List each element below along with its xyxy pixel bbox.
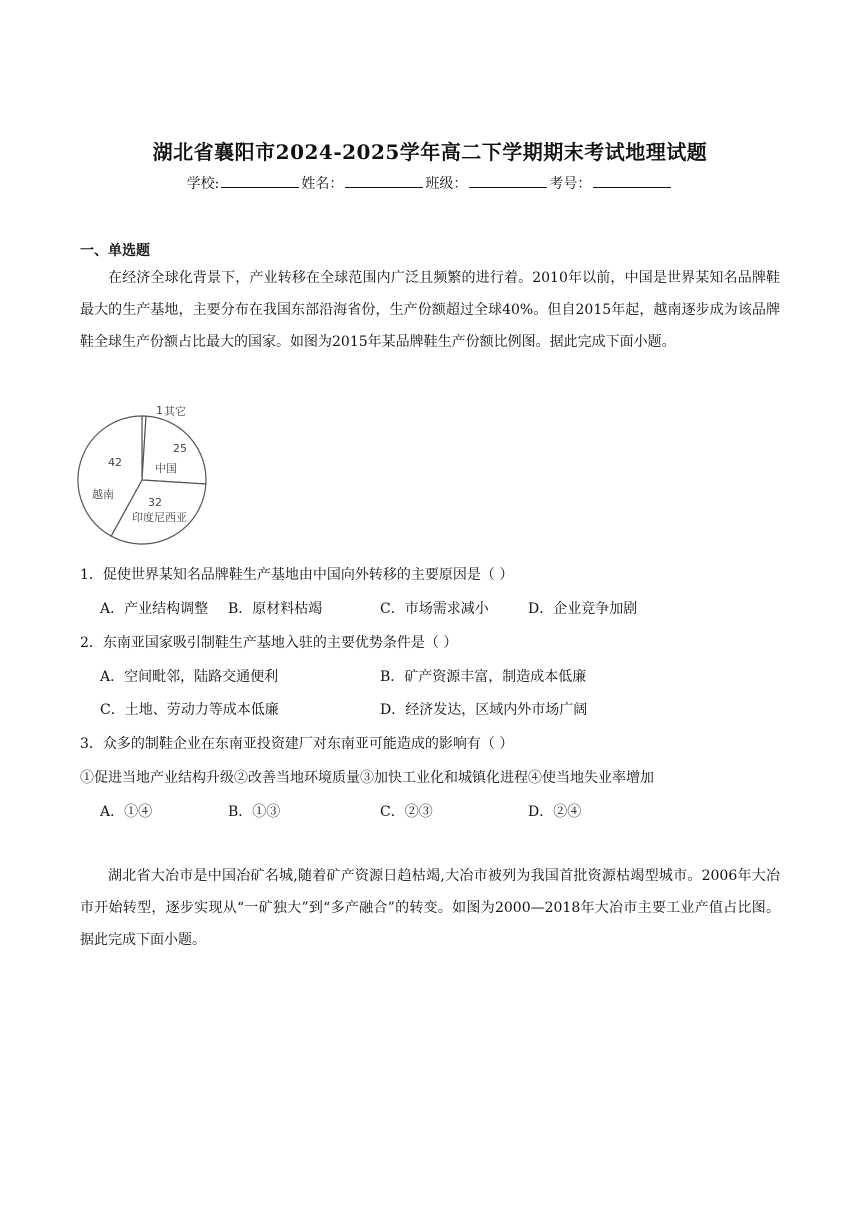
q1-option-a: A．产业结构调整 xyxy=(100,601,209,617)
pie-label-vietnam-value: 42 xyxy=(108,456,122,469)
q3-option-a: A．①④ xyxy=(100,804,153,820)
question-2-stem: 2．东南亚国家吸引制鞋生产基地入驻的主要优势条件是（ ） xyxy=(80,635,458,651)
number-blank xyxy=(593,175,671,188)
name-label: 姓名： xyxy=(301,176,344,192)
pie-label-china-value: 25 xyxy=(173,442,187,455)
class-blank xyxy=(469,175,547,188)
section-title: 一、单选题 xyxy=(80,243,150,259)
question-3-stem: 3．众多的制鞋企业在东南亚投资建厂对东南亚可能造成的影响有（ ） xyxy=(80,736,514,752)
q2-option-d: D．经济发达，区域内外市场广阔 xyxy=(380,702,588,718)
pie-label-other-value: 1 xyxy=(156,404,163,417)
q2-option-a: A．空间毗邻，陆路交通便利 xyxy=(100,669,279,685)
passage-2: 湖北省大冶市是中国冶矿名城,随着矿产资源日趋枯竭,大冶市被列为我国首批资源枯竭型城市。2006年大冶市开始转型，逐步实现从“一矿独大”到“多产融合”的转变。如图为2000—2018年大冶市主要工业产值占比图。据此完成下面小题。 xyxy=(80,868,780,948)
q2-option-c: C．土地、劳动力等成本低廉 xyxy=(100,702,279,718)
q2-option-b: B．矿产资源丰富，制造成本低廉 xyxy=(380,669,587,685)
q3-option-b: B．①③ xyxy=(228,804,281,820)
pie-chart xyxy=(76,400,216,545)
q3-option-d: D．②④ xyxy=(528,804,582,820)
question-1-stem: 1．促使世界某知名品牌鞋生产基地由中国向外转移的主要原因是（ ） xyxy=(80,567,514,583)
pie-label-indonesia-value: 32 xyxy=(148,496,162,509)
pie-label-vietnam-name: 越南 xyxy=(92,488,114,501)
number-label: 考号： xyxy=(549,176,592,192)
pie-label-other-name: 其它 xyxy=(164,405,186,418)
name-blank xyxy=(345,175,423,188)
exam-title: 湖北省襄阳市2024-2025学年高二下学期期末考试地理试题 xyxy=(152,140,708,164)
q1-option-b: B．原材料枯竭 xyxy=(228,601,323,617)
school-blank xyxy=(221,175,299,188)
passage-1: 在经济全球化背景下，产业转移在全球范围内广泛且频繁的进行着。2010年以前，中国是世界某知名品牌鞋最大的生产基地，主要分布在我国东部沿海省份，生产份额超过全球40%。但自2015年起，越南逐步成为该品牌鞋全球生产份额占比最大的国家。如图为2015年某品牌鞋生产份额比例图。据此完成下面小题。 xyxy=(80,270,780,350)
school-label: 学校: xyxy=(186,176,220,192)
pie-label-indonesia-name: 印度尼西亚 xyxy=(132,511,187,524)
class-label: 班级： xyxy=(425,176,468,192)
q3-option-c: C．②③ xyxy=(380,804,433,820)
student-info-line xyxy=(0,173,860,193)
q1-option-d: D．企业竞争加剧 xyxy=(528,601,638,617)
q1-option-c: C．市场需求减小 xyxy=(380,601,489,617)
pie-label-china-name: 中国 xyxy=(155,462,177,475)
question-3-statements: ①促进当地产业结构升级②改善当地环境质量③加快工业化和城镇化进程④使当地失业率增加 xyxy=(80,770,654,786)
